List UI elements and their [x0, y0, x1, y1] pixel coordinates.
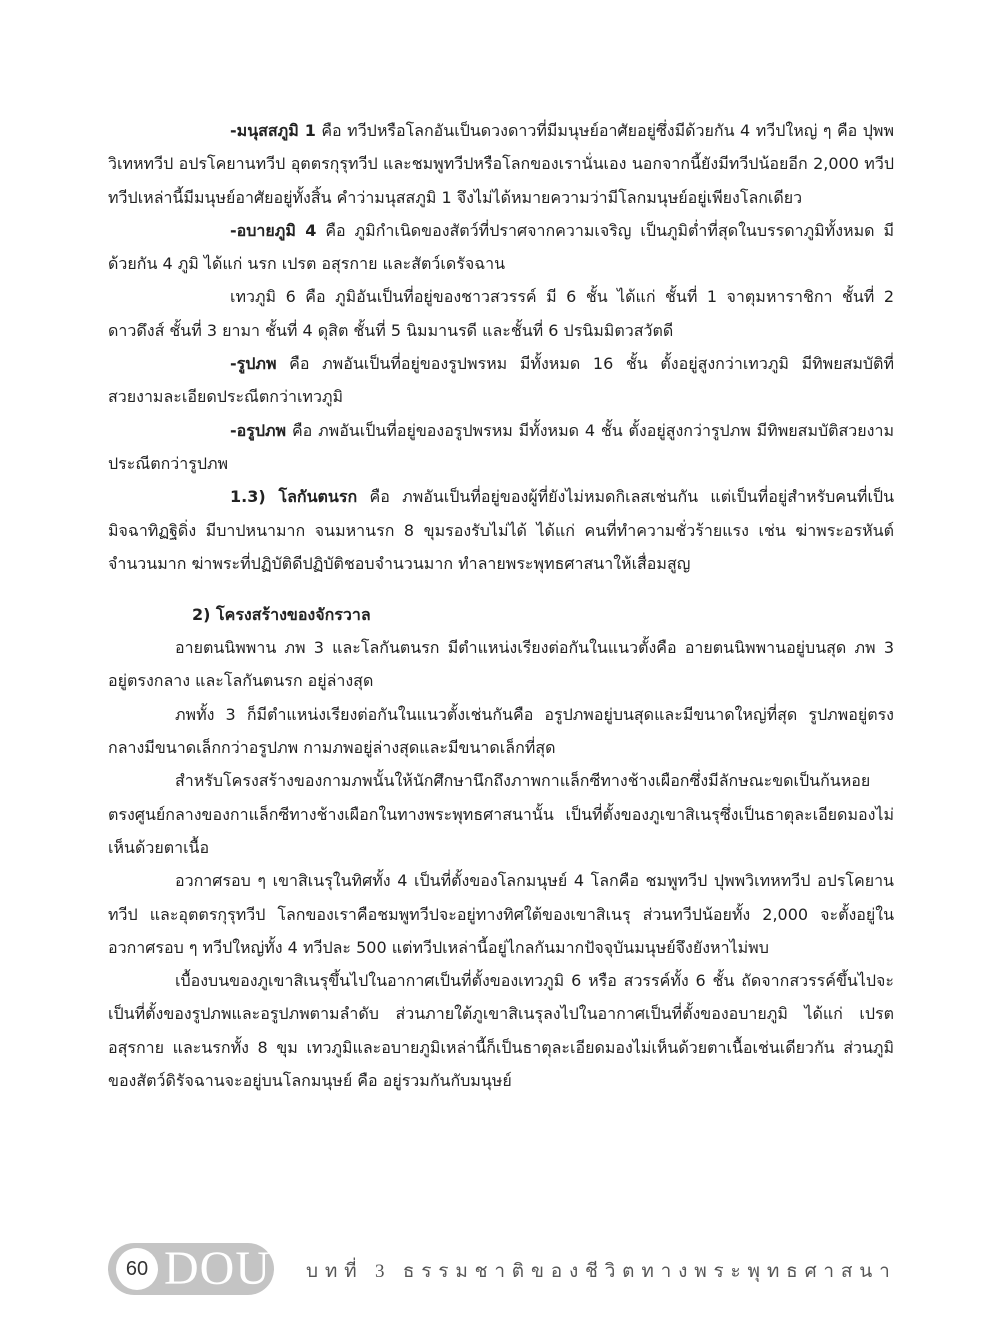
paragraph-deva-bhumi [108, 280, 894, 347]
term-rupa-bhava: -รูปภพ [230, 354, 277, 374]
paragraph-heavens-and-hells [108, 964, 894, 1097]
section-heading-universe-structure: 2) โครงสร้างของจักรวาล [192, 605, 371, 625]
paragraph-kama-bhava-structure [108, 764, 894, 864]
paragraph-text: เบื้องบนของภูเขาสิเนรุขึ้นไปในอากาศเป็นที่ตั้งของเทวภูมิ 6 หรือ สวรรค์ทั้ง 6 ชั้น ถัดจากสวรรค์ขึ้นไปจะเป็นที่ตั้งของรูปภพและอรูปภพตามลำดับ ส่วนภายใต้ภูเขาสิเนรุลงไปในอากาศเป็นที่ตั้งของอบายภูมิ ได้แก่ เปรต อสุรกาย และนรกทั้ง 8 ขุม เทวภูมิและอบายภูมิเหล่านี้ก็เป็นธาตุละเอียดมองไม่เห็นด้วยตาเนื้อเช่นเดียวกัน ส่วนภูมิของสัตว์ดิรัจฉานจะอยู่บนโลกมนุษย์ คือ อยู่รวมกันกับมนุษย์ [108, 971, 894, 1091]
paragraph-arupa-bhava [108, 414, 894, 481]
paragraph-four-continents [108, 864, 894, 964]
dou-logo: DOU [164, 1242, 271, 1295]
term-arupa-bhava: -อรูปภพ [230, 420, 287, 440]
paragraph-text: สำหรับโครงสร้างของกามภพนั้นให้นักศึกษานึกถึงภาพกาแล็กซีทางช้างเผือกซึ่งมีลักษณะขดเป็นก้นหอย ตรงศูนย์กลางของกาแล็กซีทางช้างเผือกในทางพระพุทธศาสนานั้น เป็นที่ตั้งของภูเขาสิเนรุซึ่งเป็นธาตุละเอียดมองไม่เห็นด้วยตาเนื้อ [108, 771, 894, 857]
page-body [108, 114, 894, 1097]
paragraph-rupa-bhava [108, 347, 894, 414]
paragraph-text: คือ ทวีปหรือโลกอันเป็นดวงดาวที่มีมนุษย์อาศัยอยู่ซึ่งมีด้วยกัน 4 ทวีปใหญ่ ๆ คือ ปุพพวิเทหทวีป อปรโคยานทวีป อุตตรกุรุทวีป และชมพูทวีปหรือโลกของเรานั่นเอง นอกจากนี้ยังมีทวีปน้อยอีก 2,000 ทวีป ทวีปเหล่านี้มีมนุษย์อาศัยอยู่ทั้งสิ้น คำว่ามนุสสภูมิ 1 จึงไม่ได้หมายความว่ามีโลกมนุษย์อยู่เพียงโลกเดียว [108, 121, 895, 207]
paragraph-text: ภพทั้ง 3 ก็มีตำแหน่งเรียงต่อกันในแนวตั้งเช่นกันคือ อรูปภพอยู่บนสุดและมีขนาดใหญ่ที่สุด รูปภพอยู่ตรงกลางมีขนาดเล็กกว่าอรูปภพ กามภพอยู่ล่างสุดและมีขนาดเล็กที่สุด [108, 704, 894, 758]
term-manussa-bhumi: -มนุสสภูมิ 1 [230, 121, 316, 140]
paragraph-vertical-order [108, 631, 894, 698]
paragraph-manussa-bhumi [108, 114, 894, 214]
page-number: 60 [116, 1248, 158, 1290]
term-apaya-bhumi: -อบายภูมิ 4 [230, 220, 317, 240]
paragraph-text: คือ ภูมิกำเนิดของสัตว์ที่ปราศจากความเจริญ เป็นภูมิต่ำที่สุดในบรรดาภูมิทั้งหมด มีด้วยกัน 4 ภูมิ ได้แก่ นรก เปรต อสุรกาย และสัตว์เดรัจฉาน [108, 220, 895, 274]
paragraph-text: คือ ภพอันเป็นที่อยู่ของผู้ที่ยังไม่หมดกิเลสเช่นกัน แต่เป็นที่อยู่สำหรับคนที่เป็นมิจฉาทิฏฐิดิ่ง มีบาปหนามาก จนมหานรก 8 ขุมรองรับไม่ได้ ได้แก่ คนที่ทำความชั่วร้ายแรง เช่น ฆ่าพระอรหันต์จำนวนมาก ฆ่าพระที่ปฏิบัติดีปฏิบัติชอบจำนวนมาก ทำลายพระพุทธศาสนาให้เสื่อมสูญ [108, 487, 895, 573]
paragraph-text: คือ ภพอันเป็นที่อยู่ของอรูปพรหม มีทั้งหมด 4 ชั้น ตั้งอยู่สูงกว่ารูปภพ มีทิพยสมบัติสวยงามประณีตกว่ารูปภพ [108, 420, 894, 473]
paragraph-text: คือ ภพอันเป็นที่อยู่ของรูปพรหม มีทั้งหมด 16 ชั้น ตั้งอยู่สูงกว่าเทวภูมิ มีทิพยสมบัติที่สวยงามละเอียดประณีตกว่าเทวภูมิ [108, 354, 894, 407]
paragraph-text: อายตนนิพพาน ภพ 3 และโลกันตนรก มีตำแหน่งเรียงต่อกันในแนวตั้งคือ อายตนนิพพานอยู่บนสุด ภพ 3 อยู่ตรงกลาง และโลกันตนรก อยู่ล่างสุด [108, 638, 894, 691]
paragraph-apaya-bhumi [108, 214, 894, 281]
paragraph-three-bhava [108, 698, 894, 765]
page-footer [108, 1243, 908, 1295]
footer-logo-pill [108, 1243, 274, 1295]
paragraph-text: อวกาศรอบ ๆ เขาสิเนรุในทิศทั้ง 4 เป็นที่ตั้งของโลกมนุษย์ 4 โลกคือ ชมพูทวีป ปุพพวิเทหทวีป อปรโคยานทวีป และอุตตรกุรุทวีป โลกของเราคือชมพูทวีปจะอยู่ทางทิศใต้ของเขาสิเนรุ ส่วนทวีปน้อยทั้ง 2,000 จะตั้งอยู่ในอวกาศรอบ ๆ ทวีปใหญ่ทั้ง 4 ทวีปละ 500 แต่ทวีปเหล่านี้อยู่ไกลกันมากปัจจุบันมนุษย์จึงยังหาไม่พบ [108, 871, 894, 957]
paragraph-text: เทวภูมิ 6 คือ ภูมิอันเป็นที่อยู่ของชาวสวรรค์ มี 6 ชั้น ได้แก่ ชั้นที่ 1 จาตุมหาราชิกา ชั้นที่ 2 ดาวดึงส์ ชั้นที่ 3 ยามา ชั้นที่ 4 ดุสิต ชั้นที่ 5 นิมมานรดี และชั้นที่ 6 ปรนิมมิตวสวัตดี [108, 287, 894, 340]
chapter-title: บทที่ 3 ธรรมชาติของชีวิตทางพระพุทธศาสนา [306, 1261, 897, 1282]
term-lokantanaraka: 1.3) โลกันตนรก [230, 487, 358, 507]
paragraph-lokantanaraka [108, 480, 894, 580]
